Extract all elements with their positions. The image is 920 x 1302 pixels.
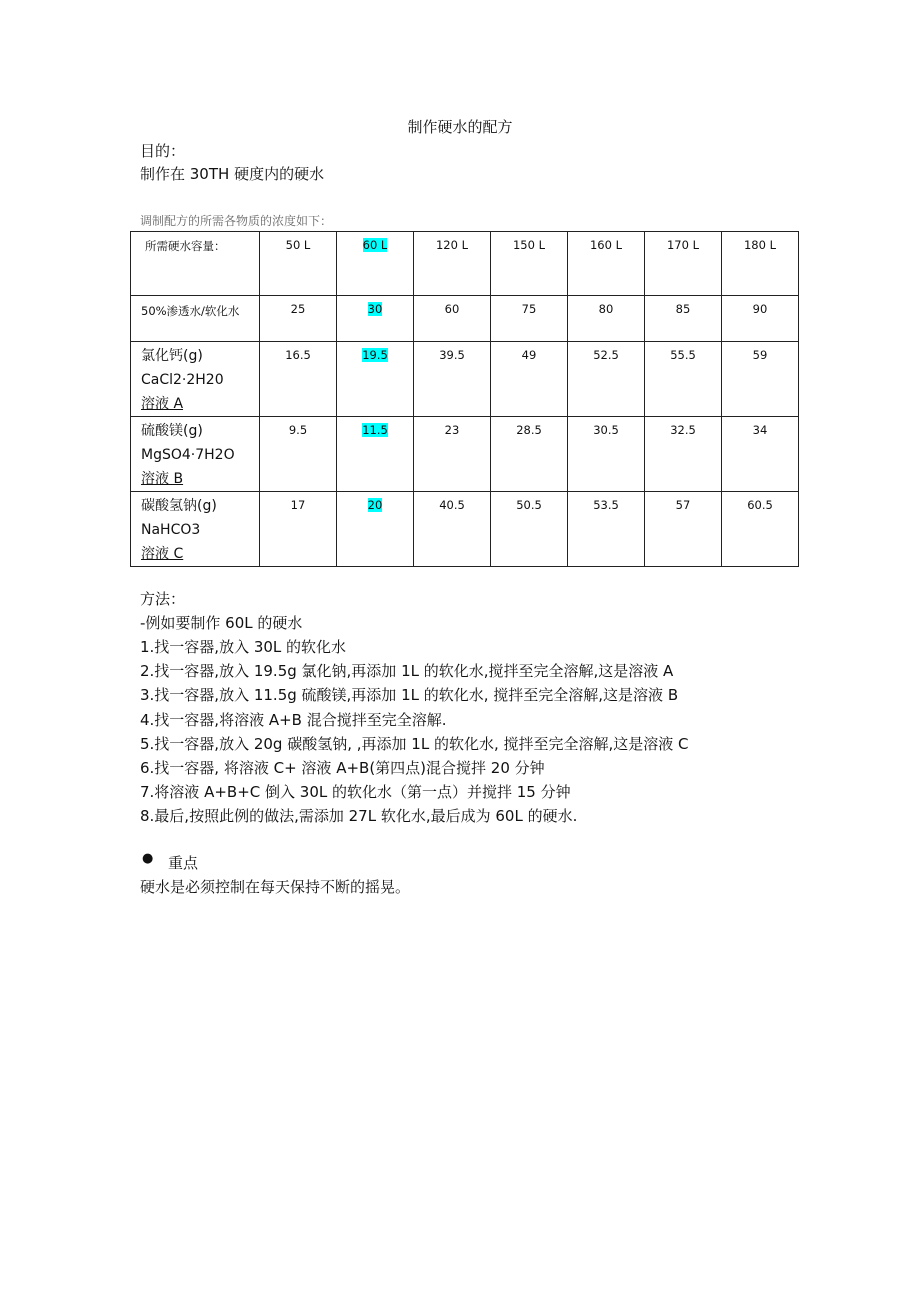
value: 40.5 bbox=[439, 498, 465, 512]
row-formula: NaHCO3 bbox=[141, 522, 201, 538]
value: 53.5 bbox=[593, 498, 619, 512]
solution-label: 溶液 A bbox=[141, 396, 184, 412]
table-row-solution-b bbox=[131, 417, 799, 492]
value: 19.5 bbox=[362, 348, 388, 362]
volume-cell bbox=[568, 232, 645, 296]
method-step: 2.找一容器,放入 19.5g 氯化钠,再添加 1L 的软化水,搅拌至完全溶解,这是溶液 A bbox=[140, 662, 674, 680]
table-header-row bbox=[131, 232, 799, 296]
method-example: -例如要制作 60L 的硬水 bbox=[140, 614, 303, 632]
volume-cell bbox=[722, 232, 799, 296]
value: 60 bbox=[444, 302, 460, 316]
value-cell bbox=[568, 417, 645, 492]
value-cell bbox=[722, 492, 799, 567]
value-cell-highlighted bbox=[337, 342, 414, 417]
header-label: 所需硬水容量： bbox=[145, 239, 226, 253]
recipe-table bbox=[130, 231, 799, 567]
row-formula: MgSO4·7H2O bbox=[141, 447, 235, 463]
value-cell bbox=[722, 417, 799, 492]
table-caption: 调制配方的所需各物质的浓度如下： bbox=[140, 214, 333, 228]
table-row-solution-c bbox=[131, 492, 799, 567]
row-label-cell bbox=[131, 417, 260, 492]
value-cell bbox=[645, 342, 722, 417]
method-step: 6.找一容器, 将溶液 C+ 溶液 A+B(第四点)混合搅拌 20 分钟 bbox=[140, 759, 545, 777]
value-cell bbox=[260, 296, 337, 342]
value: 50.5 bbox=[516, 498, 542, 512]
value: 23 bbox=[444, 423, 460, 437]
value-cell bbox=[414, 492, 491, 567]
volume-label: 60 L bbox=[362, 238, 388, 252]
table-row-water bbox=[131, 296, 799, 342]
row-label: 氯化钙(g) bbox=[141, 348, 203, 364]
row-label: 50%渗透水/软化水 bbox=[141, 304, 240, 318]
goal-label: 目的： bbox=[140, 142, 186, 160]
value: 90 bbox=[752, 302, 768, 316]
value: 25 bbox=[290, 302, 306, 316]
value-cell bbox=[645, 296, 722, 342]
value-cell bbox=[414, 342, 491, 417]
method-step: 3.找一容器,放入 11.5g 硫酸镁,再添加 1L 的软化水, 搅拌至完全溶解,这是溶液 B bbox=[140, 686, 679, 704]
value: 11.5 bbox=[362, 423, 388, 437]
volume-label: 160 L bbox=[589, 238, 622, 252]
volume-label: 120 L bbox=[435, 238, 468, 252]
value-cell-highlighted bbox=[337, 417, 414, 492]
document-title: 制作硬水的配方 bbox=[407, 118, 513, 136]
value-cell bbox=[568, 342, 645, 417]
header-label-cell bbox=[131, 232, 260, 296]
value-cell bbox=[568, 296, 645, 342]
bullet-icon: ● bbox=[142, 851, 154, 866]
volume-label: 180 L bbox=[743, 238, 776, 252]
method-heading: 方法： bbox=[140, 590, 186, 608]
value: 85 bbox=[675, 302, 691, 316]
value-cell bbox=[645, 492, 722, 567]
value: 30 bbox=[367, 302, 383, 316]
value: 9.5 bbox=[288, 423, 308, 437]
volume-cell bbox=[260, 232, 337, 296]
value-cell bbox=[414, 417, 491, 492]
value-cell bbox=[491, 417, 568, 492]
goal-text: 制作在 30TH 硬度内的硬水 bbox=[140, 165, 325, 183]
volume-cell bbox=[491, 232, 568, 296]
value-cell bbox=[414, 296, 491, 342]
row-label: 碳酸氢钠(g) bbox=[141, 498, 217, 514]
value-cell bbox=[260, 417, 337, 492]
method-step: 5.找一容器,放入 20g 碳酸氢钠, ,再添加 1L 的软化水, 搅拌至完全溶解,这是溶液 C bbox=[140, 735, 689, 753]
key-point-text: 硬水是必须控制在每天保持不断的摇晃。 bbox=[140, 878, 411, 896]
row-label: 硫酸镁(g) bbox=[141, 423, 203, 439]
value: 16.5 bbox=[285, 348, 311, 362]
value: 28.5 bbox=[516, 423, 542, 437]
solution-label: 溶液 B bbox=[141, 471, 184, 487]
value: 59 bbox=[752, 348, 768, 362]
value-cell bbox=[568, 492, 645, 567]
value: 60.5 bbox=[747, 498, 773, 512]
table-row-solution-a bbox=[131, 342, 799, 417]
value-cell bbox=[722, 296, 799, 342]
value-cell bbox=[722, 342, 799, 417]
volume-cell bbox=[414, 232, 491, 296]
method-step: 7.将溶液 A+B+C 倒入 30L 的软化水（第一点）并搅拌 15 分钟 bbox=[140, 783, 571, 801]
solution-label: 溶液 C bbox=[141, 546, 184, 562]
value-cell-highlighted bbox=[337, 492, 414, 567]
value: 32.5 bbox=[670, 423, 696, 437]
volume-label: 150 L bbox=[512, 238, 545, 252]
method-step: 1.找一容器,放入 30L 的软化水 bbox=[140, 638, 347, 656]
value: 34 bbox=[752, 423, 768, 437]
value-cell bbox=[491, 342, 568, 417]
value-cell bbox=[491, 296, 568, 342]
value-cell bbox=[645, 417, 722, 492]
method-step: 4.找一容器,将溶液 A+B 混合搅拌至完全溶解. bbox=[140, 711, 447, 729]
value: 57 bbox=[675, 498, 691, 512]
value: 39.5 bbox=[439, 348, 465, 362]
value-cell bbox=[260, 342, 337, 417]
value: 52.5 bbox=[593, 348, 619, 362]
value: 49 bbox=[521, 348, 537, 362]
value: 80 bbox=[598, 302, 614, 316]
value-cell bbox=[260, 492, 337, 567]
value: 55.5 bbox=[670, 348, 696, 362]
volume-cell bbox=[645, 232, 722, 296]
row-label-cell bbox=[131, 296, 260, 342]
key-point-heading: 重点 bbox=[168, 854, 199, 872]
value-cell-highlighted bbox=[337, 296, 414, 342]
value: 17 bbox=[290, 498, 306, 512]
volume-label: 50 L bbox=[285, 238, 311, 252]
volume-cell-highlighted bbox=[337, 232, 414, 296]
method-step: 8.最后,按照此例的做法,需添加 27L 软化水,最后成为 60L 的硬水. bbox=[140, 807, 578, 825]
value: 30.5 bbox=[593, 423, 619, 437]
value: 75 bbox=[521, 302, 537, 316]
row-label-cell bbox=[131, 342, 260, 417]
row-label-cell bbox=[131, 492, 260, 567]
volume-label: 170 L bbox=[666, 238, 699, 252]
row-formula: CaCl2·2H20 bbox=[141, 372, 224, 388]
value: 20 bbox=[367, 498, 383, 512]
value-cell bbox=[491, 492, 568, 567]
